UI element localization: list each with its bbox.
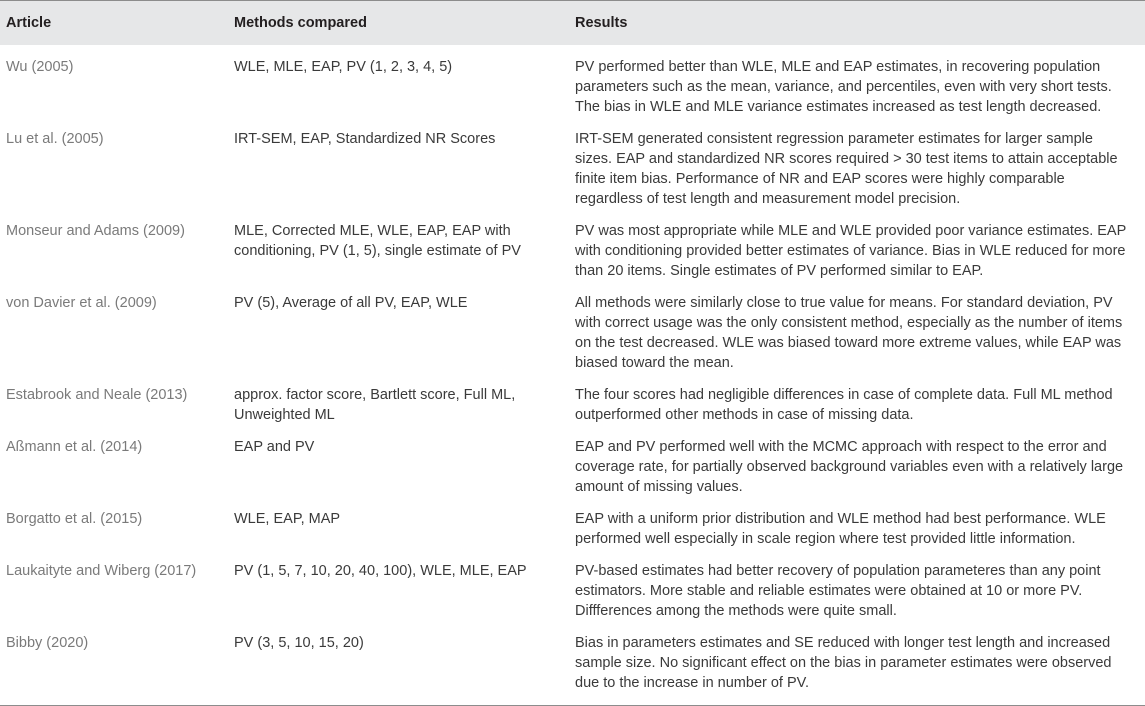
cell-methods: MLE, Corrected MLE, WLE, EAP, EAP with conditioning, PV (1, 5), single estimate of PV <box>234 223 521 259</box>
cell-methods: PV (5), Average of all PV, EAP, WLE <box>234 295 468 311</box>
cell-results: All methods were similarly close to true value for means. For standard deviation, PV with correct usage was the only consistent method, especially as the number of items on the test decreased. WLE was biased toward more extreme values, while EAP was biased toward the mean. <box>575 295 1123 371</box>
table-row <box>0 209 1145 281</box>
cell-methods: WLE, EAP, MAP <box>234 511 341 527</box>
cell-results: PV-based estimates had better recovery of population parameteres than any point estimators. More stable and reliable estimates were obtained at 10 or more PV. Diffferences among the methods were quite small. <box>575 563 1101 619</box>
cell-results: PV was most appropriate while MLE and WLE provided poor variance estimates. EAP with conditioning provided better estimates of variance. Bias in WLE reduced for more than 20 items. Single estimates of PV performed similar to EAP. <box>575 223 1126 279</box>
cell-methods: approx. factor score, Bartlett score, Full ML, Unweighted ML <box>234 387 516 423</box>
table-row <box>0 549 1145 621</box>
cell-methods: PV (3, 5, 10, 15, 20) <box>228 621 569 706</box>
table-row <box>0 425 1145 497</box>
cell-results: Bias in parameters estimates and SE reduced with longer test length and increased sample size. No significant effect on the bias in parameter estimates were observed due to the increase in number of PV. <box>569 621 1145 706</box>
header-article: Article <box>0 1 228 46</box>
table-header <box>0 1 1145 46</box>
cell-methods: IRT-SEM, EAP, Standardized NR Scores <box>234 131 496 147</box>
cell-article: von Davier et al. (2009) <box>6 295 157 311</box>
cell-methods: EAP and PV <box>234 439 315 455</box>
table-row <box>0 373 1145 425</box>
table-row <box>0 497 1145 549</box>
cell-results: EAP with a uniform prior distribution and WLE method had best performance. WLE performed well especially in scale region where test provided little information. <box>575 511 1106 547</box>
cell-results: PV performed better than WLE, MLE and EAP estimates, in recovering population parameters such as the mean, variance, and percentiles, even with very short tests. The bias in WLE and MLE variance estimates increased as test length decreased. <box>575 59 1112 115</box>
cell-article: Lu et al. (2005) <box>6 131 104 147</box>
cell-article: Borgatto et al. (2015) <box>6 511 143 527</box>
table-row <box>0 621 1145 706</box>
table-body <box>0 45 1145 706</box>
cell-article: Bibby (2020) <box>0 621 228 706</box>
cell-methods: PV (1, 5, 7, 10, 20, 40, 100), WLE, MLE, EAP <box>234 563 527 579</box>
cell-article: Monseur and Adams (2009) <box>6 223 185 239</box>
header-methods: Methods compared <box>228 1 569 46</box>
cell-results: The four scores had negligible differences in case of complete data. Full ML method outperformed other methods in case of missing data. <box>575 387 1113 423</box>
cell-results: IRT-SEM generated consistent regression parameter estimates for larger sample sizes. EAP and standardized NR scores required > 30 test items to attain acceptable finite item bias. Performance of NR and EAP scores were highly comparable regardless of test length and measurement model precision. <box>575 131 1118 207</box>
table-row <box>0 281 1145 373</box>
cell-article: Laukaityte and Wiberg (2017) <box>6 563 197 579</box>
cell-results: EAP and PV performed well with the MCMC approach with respect to the error and coverage rate, for partially observed background variables even with a relatively large amount of missing values. <box>575 439 1124 495</box>
cell-article: Aßmann et al. (2014) <box>6 439 143 455</box>
header-results: Results <box>569 1 1145 46</box>
cell-methods: WLE, MLE, EAP, PV (1, 2, 3, 4, 5) <box>234 59 453 75</box>
header-row <box>0 1 1145 46</box>
cell-article: Estabrook and Neale (2013) <box>6 387 188 403</box>
cell-article: Wu (2005) <box>6 59 74 75</box>
table-row <box>0 45 1145 117</box>
table-row <box>0 117 1145 209</box>
